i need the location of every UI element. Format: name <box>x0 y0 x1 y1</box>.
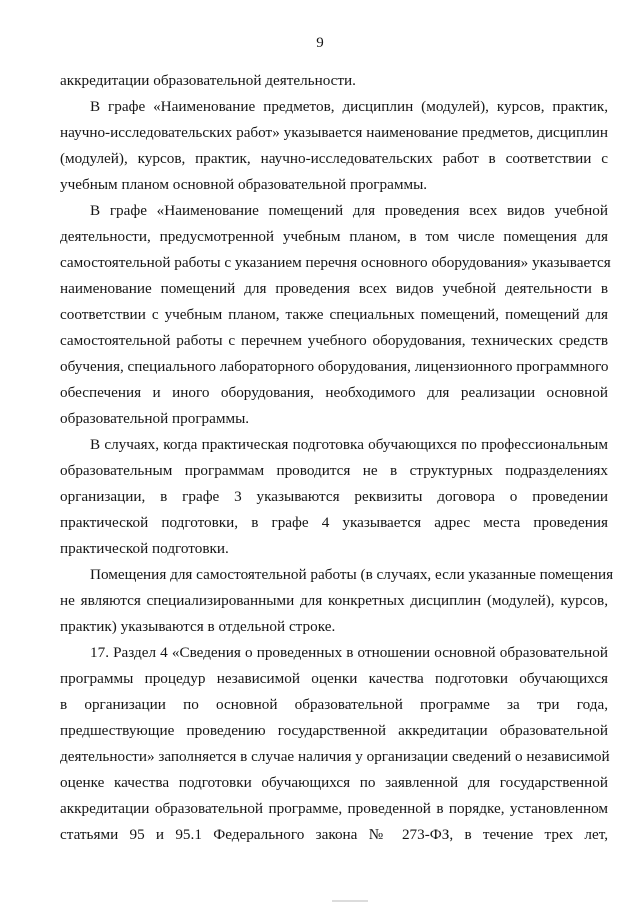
text-line: аккредитации образовательной деятельности. <box>60 72 356 89</box>
text-line: деятельности, предусмотренной учебным планом, в том числе помещения для <box>60 228 608 245</box>
text-line: научно-исследовательских работ» указывается наименование предметов, дисциплин <box>60 124 608 141</box>
text-line: организации, в графе 3 указываются реквизиты договора о проведении <box>60 488 608 505</box>
text-line: образовательным программам проводится не в структурных подразделениях <box>60 462 608 479</box>
text-line: В случаях, когда практическая подготовка обучающихся по профессиональным <box>90 436 608 453</box>
text-line: практической подготовки. <box>60 540 229 557</box>
text-line: обеспечения и иного оборудования, необходимого для реализации основной <box>60 384 608 401</box>
text-line: самостоятельной работы с перечнем учебного оборудования, технических средств <box>60 332 608 349</box>
text-line: деятельности» заполняется в случае наличия у организации сведений о независимой <box>60 748 610 765</box>
text-line: предшествующие проведению государственной аккредитации образовательной <box>60 722 608 739</box>
text-line: Помещения для самостоятельной работы (в случаях, если указанные помещения <box>90 566 614 583</box>
text-line: практик) указываются в отдельной строке. <box>60 618 336 635</box>
text-line: соответствии с учебным планом, также специальных помещений, помещений для <box>60 306 608 323</box>
text-line: В графе «Наименование предметов, дисциплин (модулей), курсов, практик, <box>90 98 608 115</box>
text-line: обучения, специального лабораторного оборудования, лицензионного программного <box>60 358 609 375</box>
text-line: В графе «Наименование помещений для проведения всех видов учебной <box>90 202 608 219</box>
text-line: учебным планом основной образовательной программы. <box>60 176 428 193</box>
scan-artifact <box>332 900 368 902</box>
text-line: наименование помещений для проведения всех видов учебной деятельности в <box>60 280 608 297</box>
text-line: статьями 95 и 95.1 Федерального закона № 273-ФЗ, в течение трех лет, <box>60 826 608 843</box>
text-line: образовательной программы. <box>60 410 250 427</box>
text-line: аккредитации образовательной программе, проведенной в порядке, установленном <box>60 800 608 817</box>
text-line: самостоятельной работы с указанием перечня основного оборудования» указывается <box>60 254 611 271</box>
page-number: 9 <box>316 35 324 51</box>
text-line: программы процедур независимой оценки качества подготовки обучающихся <box>60 670 608 687</box>
text-line: практической подготовки, в графе 4 указывается адрес места проведения <box>60 514 608 531</box>
text-line: 17. Раздел 4 «Сведения о проведенных в отношении основной образовательной <box>90 644 608 661</box>
text-line: (модулей), курсов, практик, научно-исследовательских работ в соответствии с <box>60 150 608 167</box>
text-line: не являются специализированными для конкретных дисциплин (модулей), курсов, <box>60 592 608 609</box>
text-line: в организации по основной образовательной программе за три года, <box>60 696 608 713</box>
text-line: оценке качества подготовки обучающихся по заявленной для государственной <box>60 774 608 791</box>
